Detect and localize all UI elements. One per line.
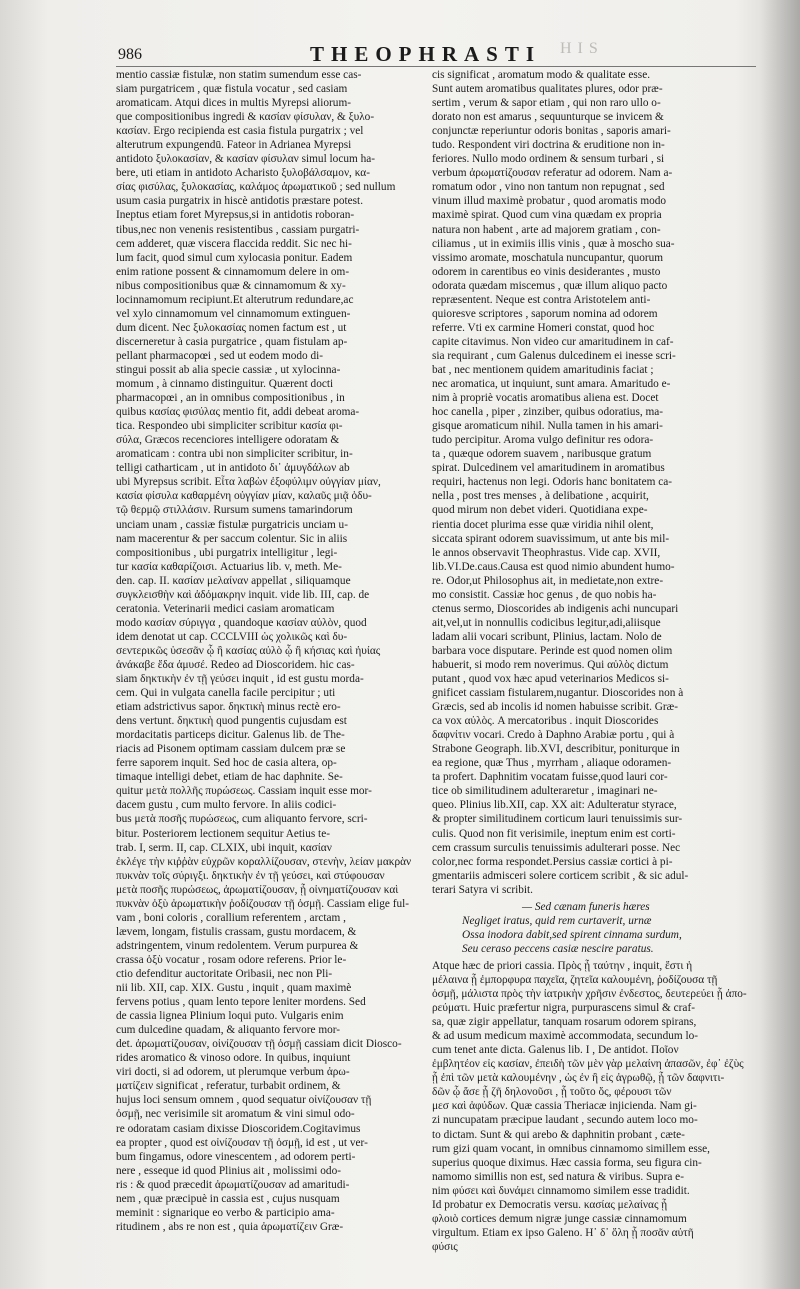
text-line: vel xylo cinnamomum vel cinnamomum extinguen-	[116, 307, 351, 320]
text-line: cem crassum surculis tenuissimis adulterari posse. Nec	[432, 841, 681, 854]
text-line: terari Satyra vi scribit.	[432, 883, 534, 896]
text-line: siccata spirant odorem suavissimum, ut ante bis mil-	[432, 532, 670, 545]
running-title: THEOPHRASTI	[310, 42, 542, 66]
text-line: timaque intelligi debet, etiam de hac daphnite. Se-	[116, 771, 343, 784]
text-line: riacis ad Pisonem optimam cassiam dulcem præ se	[116, 743, 346, 756]
text-line: vam , boni coloris , corallium referentem , arctam ,	[116, 911, 346, 924]
header-rule	[116, 66, 756, 67]
text-line: δῶν ᾧ ἄσε ᾗ ζῆ δηλονοῦσι , ᾗ τοῦτο ὅς, φέρουσι τῶν	[432, 1086, 672, 1099]
text-line: ctio defenditur auctoritate Oribasii, nec non Pli-	[116, 968, 333, 980]
text-line: bat , nec mentionem quidem amaritudinis faciat ;	[432, 363, 654, 376]
text-line: nec aromatica, ut inquiunt, sunt amara. Amaritudo e-	[432, 378, 671, 391]
text-line: capite citavimus. Non video cur amaritudinem in caf-	[432, 335, 674, 348]
text-line: que compositionibus ingredi & κασίαν φίσυλαν, & ξυλο-	[116, 111, 375, 124]
text-line: idem denotat ut cap. CCCLVIII ὡς χολικῶς καὶ δυ-	[116, 630, 348, 643]
text-line: rum gizi quam vocant, in omnibus cinnamomo simillem esse,	[432, 1142, 710, 1155]
text-line: nim φύσει καὶ δυνάμει cinnamomo similem esse tradidit.	[432, 1184, 690, 1197]
text-line: queo. Plinius lib.XII, cap. XX ait: Adulteratur styrace,	[432, 799, 677, 812]
text-line: mentio cassiæ fistulæ, non statim sumendum esse cas-	[116, 69, 362, 81]
text-line: nem , quæ præcipuè in cassia est , cujus nusquam	[116, 1192, 340, 1205]
verse-line: — Sed cænam funeris hæres	[522, 900, 650, 913]
text-line: ἐμβλητέον εἰς κασίαν, ἐπειδὴ τῶν μὲν γὰρ μελαίνη ἀπασῶν, ἐφ᾽ ἐζὺς	[432, 1058, 744, 1071]
page-number: 986	[118, 46, 142, 63]
text-line: trab. I, serm. II, cap. CLXIX, ubi inquit, κασίαν	[116, 841, 332, 854]
text-line: lum facit, quod simul cum xylocasia ponitur. Eadem	[116, 251, 353, 264]
text-line: πυκνὰν ὀξὺ ἀρωματικὴν ῥοδίζουσαν τῇ ὀσμῇ. Cassiam elige ful-	[116, 897, 410, 910]
text-line: Ineptus etiam foret Myrepsus,si in antidotis roboran-	[116, 209, 355, 222]
text-line: barbara voce disputare. Perinde est quod nomen olim	[432, 644, 673, 657]
text-line: vissimo aromate, moschatula nuncupantur, quorum	[432, 251, 664, 264]
text-line: & propter similitudinem corticum lauri tenuissimis sur-	[432, 813, 683, 826]
text-line: nere , esseque id quod Plinius ait , molissimi odo-	[116, 1164, 341, 1177]
text-line: dum dicent. Nec ξυλοκασίας nomen factum est , ut	[116, 321, 347, 334]
text-line: gmentariis admisceri solere corticem scribit , & sic adul-	[432, 869, 689, 882]
text-line: maximè spirat. Quod cum vina quædam ex propria	[432, 209, 662, 222]
text-line: ait,vel,ut in nonnullis codicibus legitur,adi,aliisque	[432, 616, 661, 629]
text-line: cum dulcedine quadam, & aliquanto fervore mor-	[116, 1024, 341, 1037]
verse-quotation	[432, 900, 747, 956]
text-line: συγκλεισθὴν καὶ ἀδόμακρην inquit. vide lib. III, cap. de	[116, 588, 370, 601]
text-line: to dictam. Sunt & qui arebo & daphnitin probant , cæte-	[432, 1128, 685, 1141]
text-line: quod mirum non debet videri. Quotidiana expe-	[432, 504, 648, 517]
text-line: quitur μετὰ πολλῆς πυρώσεως. Cassiam inquit esse mor-	[116, 785, 372, 798]
text-line: cem. Qui in vulgata canella facile percipitur ; uti	[116, 687, 336, 700]
text-line: tudo. Respondent viri doctrina & eruditione non in-	[432, 139, 665, 152]
text-line: modo κασίαν σύριγγα , quandoque κασίαν αὐλὸν, quod	[116, 616, 367, 629]
text-line: cis significat , aromatum modo & qualitate esse.	[432, 69, 651, 81]
text-line: tica. Respondeo ubi simpliciter scribitur κασία φι-	[116, 420, 343, 433]
text-line: tudo percipitur. Aroma vulgo definitur res odora-	[432, 434, 654, 447]
text-line: quibus κασίας φισύλας mentio fit, addi debeat aroma-	[116, 406, 360, 419]
text-line: color,nec forma respondet.Persius cassiæ cortici à pi-	[432, 855, 673, 868]
text-line: tur κασία καθαρίζοισι. Actuarius lib. v, meth. Me-	[116, 560, 342, 573]
text-line: bitur. Posteriorem lectionem sequitur Aetius te-	[116, 827, 330, 840]
text-line: & ad usum medicum maximè accommodata, secundum lo-	[432, 1030, 699, 1043]
text-line: ta profert. Daphnitim vocatam fuisse,quod lauri cor-	[432, 771, 668, 784]
text-line: gnificet cassiam fistularem,nugantur. Dioscorides non à	[432, 687, 684, 700]
text-line: ᾗ ἐπὶ τῶν μετὰ καλουμένην , ὡς ἐν ἢ εἰς ἀγρωθῷ, ᾗ τῶν δαφνιτι-	[432, 1072, 725, 1085]
text-line: pharmacopœi , an in omnibus compositionibus , in	[116, 392, 345, 405]
text-line: μεσ καὶ ἀφύδων. Quæ cassia Theriacæ injicienda. Nam gi-	[432, 1100, 697, 1113]
text-line: ea propter , quod est οἰνίζουσαν τῇ ὀσμῇ, id est , ut ver-	[116, 1136, 368, 1149]
text-line: stingui possit ab alia specie cassiæ , ut xylocinna-	[116, 363, 341, 376]
text-line: requiri, hactenus non legi. Odoris hanc bonitatem ca-	[432, 476, 672, 489]
text-line: ὀσμῇ, μάλιστα πρὸς τὴν ἰατρικὴν χρῆσιν ἐνδεστος, δευτερεύει ᾗ ἀπο-	[432, 988, 747, 1001]
text-line: δαφνίτιν vocari. Credo à Daphno Arabiæ portu , qui à	[432, 729, 675, 742]
text-line: repræsentent. Neque est contra Aristotelem anti-	[432, 293, 651, 306]
text-line: dens vertunt. δηκτικὴ quod pungentis cujusdam est	[116, 715, 347, 728]
text-line: bum fingamus, odore vinescentem , ad odorem perti-	[116, 1150, 356, 1163]
text-line: ca vox αὐλὸς. A mercatoribus . inquit Dioscorides	[432, 715, 659, 728]
text-line: det. ἀρωματίζουσαν, οἰνίζουσαν τῇ ὀσμῇ cassiam dicit Diosco-	[116, 1038, 402, 1051]
text-line: aromaticam. Atqui dices in multis Myrepsi aliorum-	[116, 97, 351, 110]
text-line: nam macerentur & per saccum colentur. Sic in aliis	[116, 532, 348, 545]
text-line: hoc canella , piper , zinziber, quibus odoratius, ma-	[432, 406, 664, 419]
text-line: le annos observavit Theophrastus. Vide cap. XVII,	[432, 546, 661, 559]
text-line: σεντερικῶς ὑσεσᾶν ᾧ ἢ κασίας αὐλὸ ᾧ ἢ κήσιας καὶ ἠυίας	[116, 644, 381, 657]
text-line: verbum ἀρωματίζουσαν referatur ad odorem. Nam a-	[432, 167, 673, 180]
text-line: ματίζειν significat , referatur, turbabit ordinem, &	[116, 1080, 341, 1093]
text-line: viri docti, si ad odorem, ut plerumque verbum ἀρω-	[116, 1066, 350, 1079]
text-line: compositionibus , ubi purgatrix intelligitur , legi-	[116, 546, 338, 559]
text-line: virgultum. Etiam ex ipso Galeno. Η᾽ δ᾽ ὅλη ᾗ ποσᾶν αὐτῆ	[432, 1226, 694, 1239]
text-line: Atque hæc de priori cassia. Πρὸς ᾖ ταύτην , inquit, ἔστι ἡ	[432, 959, 693, 972]
text-line: namomo simillis non est, sed natura & viribus. Supra e-	[432, 1170, 684, 1183]
text-line: ritudinem , abs re non est , quia ἀρωματίζειν Græ-	[116, 1220, 344, 1233]
text-line: adstringentem, vinum redolentem. Verum purpurea &	[116, 939, 359, 952]
text-line: ρεύματι. Huic præfertur nigra, purpurascens simul & craf-	[432, 1002, 695, 1015]
text-line: usum casia purgatrix in hiscè antidotis præstare potest.	[116, 195, 364, 208]
text-line: nibus compositionibus quæ & cinnamomum & xy-	[116, 279, 346, 292]
text-line: lævem, longam, fistulis crassam, gustu mordacem, &	[116, 925, 357, 938]
text-line: ris : & quod præcedit ἀρωματίζουσαν ad amaritudi-	[116, 1178, 350, 1191]
text-line: πυκνὰν τοῖς σύριγξι. δηκτικὴν ἐν τῇ γεύσει, καὶ στύφουσαν	[116, 869, 385, 882]
text-line: putant , quod vox hæc apud veterinarios Medicos si-	[432, 673, 669, 686]
text-line: tice ob similitudinem adulteraretur , imaginari ne-	[432, 785, 658, 798]
text-line: siam δηκτικὴν ἐν τῇ γεύσει inquit , id est gustu morda-	[116, 673, 364, 686]
text-line: siam purgatricem , quæ fistula vocatur , sed casiam	[116, 83, 348, 96]
verse-line: Seu ceraso peccens casiæ nescire paratus.	[462, 942, 654, 955]
text-line: ὀσμῇ, nec verisimile sit aromatum & vini simul odo-	[116, 1108, 355, 1121]
text-line: bus μετὰ ποσῆς πυρώσεως, cum aliquanto fervore, scri-	[116, 813, 368, 826]
text-line: gisque aromaticum nihil. Nulla tamen in his amari-	[432, 420, 663, 433]
text-line: referre. Vti ex carmine Homeri constat, quod hoc	[432, 321, 655, 334]
text-line: mordacitatis particeps dicitur. Galenus lib. de The-	[116, 729, 345, 742]
text-line: ciliamus , ut in eximiis illis vinis , quæ à moscho sua-	[432, 237, 675, 250]
text-line: de cassia lignea Plinium loqui puto. Vulgaris enim	[116, 1010, 344, 1023]
text-line: unciam unam , cassiæ fistulæ purgatricis unciam u-	[116, 518, 348, 531]
text-line: dacem gustu , cum multo fervore. In aliis codici-	[116, 799, 337, 812]
text-line: bere, uti etiam in antidoto Acharisto ξυλοβάλσαμον, κα-	[116, 167, 370, 180]
text-line: hujus loci sensum omnem , quod sequatur οἰνίζουσαν τῇ	[116, 1094, 372, 1107]
text-line: φλοιὸ cortices demum nigræ junge cassiæ cinnamomum	[432, 1212, 687, 1225]
text-line: ἀνάκαβε ἔδα ἀμυσέ. Redeo ad Dioscoridem. hic cas-	[116, 658, 355, 671]
text-line: nella , post tres menses , à delibatione , acquirit,	[432, 490, 649, 503]
text-line: den. cap. II. κασίαν μελαίναν appellat , siliquamque	[116, 574, 351, 587]
text-line: romatum odor , vino non tantum non repugnat , sed	[432, 181, 665, 194]
text-line: alterutrum expungendū. Fateor in Adrianea Myrepsi	[116, 139, 352, 152]
text-line: etiam adstrictivus sapor. δηκτικὴ minus rectè ero-	[116, 701, 341, 714]
text-line: τῷ θερμῷ στιλλάσιν. Rursum sumens tamarindorum	[116, 504, 353, 517]
text-line: cum tenet ante dicta. Galenus lib. I , De antidot. Ποῖον	[432, 1044, 679, 1057]
text-line: ferre saporem inquit. Sed hoc de casia altera, op-	[116, 757, 337, 770]
text-line: Strabone Geograph. lib.XVI, describitur, poniturque in	[432, 743, 680, 756]
text-line: nii lib. XII, cap. XIX. Gustu , inquit , quam maximè	[116, 982, 352, 995]
text-line: quioresve scriptores , saporum nomina ad odorem	[432, 307, 658, 320]
text-line: μέλαινα ᾗ ἐμπορφυρα παχεῖα, ζητεῖα καλουμένη, ῥοδίζουσα τῇ	[432, 974, 718, 986]
text-line: zi nuncupatam præcipue laudant , secundo autem loco mo-	[432, 1114, 698, 1127]
verse-line: Negliget iratus, quid rem curtaverit, urnæ	[462, 914, 652, 927]
text-line: spirat. Dulcedinem vel amaritudinem in aromatibus	[432, 462, 665, 475]
text-line: re. Odor,ut Philosophus ait, in medietate,non extre-	[432, 574, 664, 587]
show-through-text: HIS	[560, 40, 604, 57]
text-line: meminit : signarique eo verbo & participio ama-	[116, 1206, 335, 1219]
text-line: odorata quædam miscemus , quæ illum aliquo pacto	[432, 279, 668, 292]
text-line: odorem in carentibus eo vinis desiderantes , musto	[432, 265, 661, 278]
text-line: ubi Myrepsus scribit. Εἶτα λαβὼν ἐξοφύλιμν οὐγγίαν μίαν,	[116, 476, 381, 489]
text-line: sia requirant , cum Galenus dulcedinem ei inesse scri-	[432, 349, 676, 362]
text-line: κασία φίσυλα καθαρμένη οὐγγίαν μίαν, καλαῦς μιᾷ ὁδυ-	[116, 490, 372, 503]
text-line: ctenus sermo, Dioscorides ab indigenis achi nuncupari	[432, 602, 679, 615]
text-line: Græcis, sed ab incolis id nomen habuisse scribit. Græ-	[432, 701, 678, 714]
text-line: telligi catharticam , ut in antidoto δι᾽ ἀμυγδάλων ab	[116, 462, 350, 475]
text-line: superius quoque diximus. Hæc cassia forma, seu figura cin-	[432, 1156, 702, 1169]
text-line: culis. Quod non fit verisimile, ineptum enim est corti-	[432, 827, 676, 840]
text-line: vinum illud maximè probatur , quod aromatis modo	[432, 195, 667, 208]
text-line: κασίαν. Ergo recipienda est casia fistula purgatrix ; vel	[116, 125, 364, 138]
text-line: μετὰ ποσῆς πυρώσεως, ἀρωματίζουσαν, ᾗ οἰνηματίζουσαν καὶ	[116, 883, 399, 896]
text-line: σύλα, Græcos recenciores intelligere odoratam &	[116, 434, 340, 447]
text-line: ladam alii vocari scribunt, Plinius, lactam. Nolo de	[432, 630, 662, 643]
text-line: ta , quæque odorem suavem , naribusque gratum	[432, 448, 652, 461]
text-line: tibus,nec non venenis resistentibus , cassiam purgatri-	[116, 223, 360, 236]
text-line: fervens potius , quam lento tepore leniter mordens. Sed	[116, 996, 366, 1009]
text-line: Id probatur ex Democratis versu. κασίας μελαίνας ᾗ	[432, 1198, 668, 1211]
text-line: cem adderet, quæ viscera flaccida reddit. Sic nec hi-	[116, 237, 352, 250]
text-line: locinnamomum recipiunt.Et alterutrum redundare,ac	[116, 293, 354, 306]
text-line: feriores. Nullo modo ordinem & sensum turbari , si	[432, 153, 665, 166]
text-line: Sunt autem aromatibus qualitates plures, odor præ-	[432, 83, 663, 96]
text-line: enim ratione possent & cinnamomum delere in om-	[116, 265, 350, 278]
text-line: pellant pharmacopœi , sed ut eodem modo di-	[116, 349, 324, 362]
text-line: rientia docet plurima esse quæ viridia nihil olent,	[432, 518, 654, 531]
text-line: antidoto ξυλοκασίαν, & κασίαν φίσυλαν simul locum ha-	[116, 153, 376, 166]
verse-line: Ossa inodora dabit,sed spirent cinnama surdum,	[462, 928, 682, 941]
text-line: φύσις	[432, 1240, 458, 1253]
text-line: dorato non est amarus , sequunturque se invicem &	[432, 111, 664, 124]
text-line: σίας φισύλας, ξυλοκασίας, καλάμος ἀρωματικοῦ ; sed nullum	[116, 181, 396, 194]
text-line: aromaticam : contra ubi non simpliciter scribitur, in-	[116, 448, 353, 461]
text-line: re odoratam casiam dixisse Dioscoridem.Cogitavimus	[116, 1122, 361, 1135]
text-line: mo consistit. Cassiæ hoc genus , de quo nobis ha-	[432, 588, 657, 601]
text-line: momum , à cinnamo distinguitur. Quærent docti	[116, 378, 334, 391]
text-line: sertim , verum & sapor etiam , qui non raro ullo o-	[432, 97, 661, 110]
text-line: ἐκλέγε τὴν κιῤῥὰν εὐχρῶν κοραλλίζουσαν, στενὴν, λείαν μακρὰν	[116, 855, 412, 868]
text-line: sa, quæ zigir appellatur, tanquam rosarum odorem spirans,	[432, 1016, 697, 1029]
text-line: crassa ὀξὺ vocatur , rosam odore referens. Prior le-	[116, 953, 347, 966]
left-column	[116, 68, 431, 1263]
text-line: nim à propriè vocatis aromatibus aliena est. Docet	[432, 392, 659, 405]
text-line: natura non habent , arte ad majorem gratiam , con-	[432, 223, 661, 236]
text-line: ea regione, quæ Thus , myrrham , aliaque odoramen-	[432, 757, 672, 770]
page-edge-shadow	[760, 0, 800, 1289]
text-line: conjunctæ reperiuntur odoris bonitas , saporis amari-	[432, 125, 671, 138]
text-line: ceratonia. Veterinarii medici casiam aromaticam	[116, 602, 335, 615]
text-line: discerneretur à casia purgatrice , quam fistulam ap-	[116, 335, 348, 348]
right-column	[432, 68, 747, 1263]
text-line: habuerit, si modo rem noverimus. Qui αὐλὸς dictum	[432, 658, 669, 671]
text-line: rides aromatico & vinoso odore. In quibus, inquiunt	[116, 1052, 351, 1065]
text-line: lib.VI.De.caus.Causa est quod nimio abundent humo-	[432, 560, 675, 573]
